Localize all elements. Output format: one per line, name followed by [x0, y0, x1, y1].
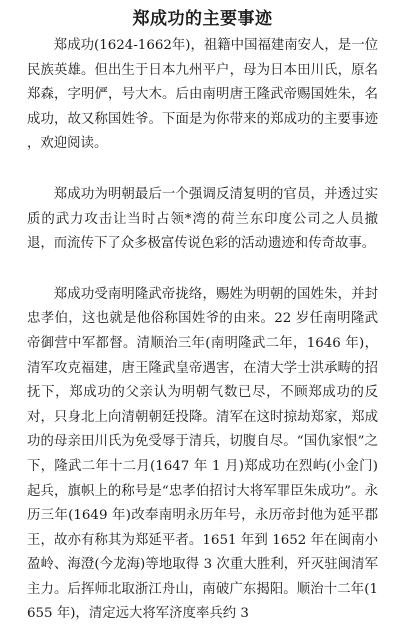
paragraph-taiwan: 郑成功为明朝最后一个强调反清复明的官员，并透过实质的武力攻击让当时占领*湾的荷兰东印度公司之人员撤退，而流传下了众多极富传说色彩的活动遗迹和传奇故事。	[27, 186, 378, 252]
paragraph-history: 郑成功受南明隆武帝拢络，赐姓为明朝的国姓朱，并封忠孝伯，这也就是他俗称国姓爷的由来。22 岁任南明隆武帝御营中军都督。清顺治三年(南明隆武二年，1646 年)，清军攻克福建，唐王隆武皇帝遇害，在清大学士洪承畴的招抚下，郑成功的父亲认为明朝气数已尽，不顾郑成功的反对，只身北上向清朝朝廷投降。清军在这时掠劫郑家，郑成功的母亲田川氏为免受辱于清兵，切腹自尽。“国仇家恨”之下，隆武二年十二月(1647 年 1 月)郑成功在烈屿(小金门)起兵，旗帜上的称号是“忠孝伯招讨大将军罪臣朱成功”。永历三年(1649 年)改奉南明永历年号，永历帝封他为延平郡王，故亦有称其为郑延平者。1651 年到 1652 年在闽南小盈岭、海澄(今龙海)等地取得 3 次重大胜利，歼灭驻闽清军主力。后挥师北取浙江舟山，南破广东揭阳。顺治十二年(1655 年)，清定远大将军济度率兵约 3	[27, 286, 378, 622]
article-title: 郑成功的主要事迹	[132, 9, 273, 29]
paragraph-intro: 郑成功(1624-1662年)，祖籍中国福建南安人，是一位民族英雄。但出生于日本九州平户，母为日本田川氏，原名郑森，字明俨，号大木。后由南明唐王隆武帝赐国姓朱，名成功，故又称国姓爷。下面是为你带来的郑成功的主要事迹 ，欢迎阅读。	[27, 38, 378, 152]
paragraph-gap	[27, 157, 378, 183]
paragraph-gap	[27, 257, 378, 283]
